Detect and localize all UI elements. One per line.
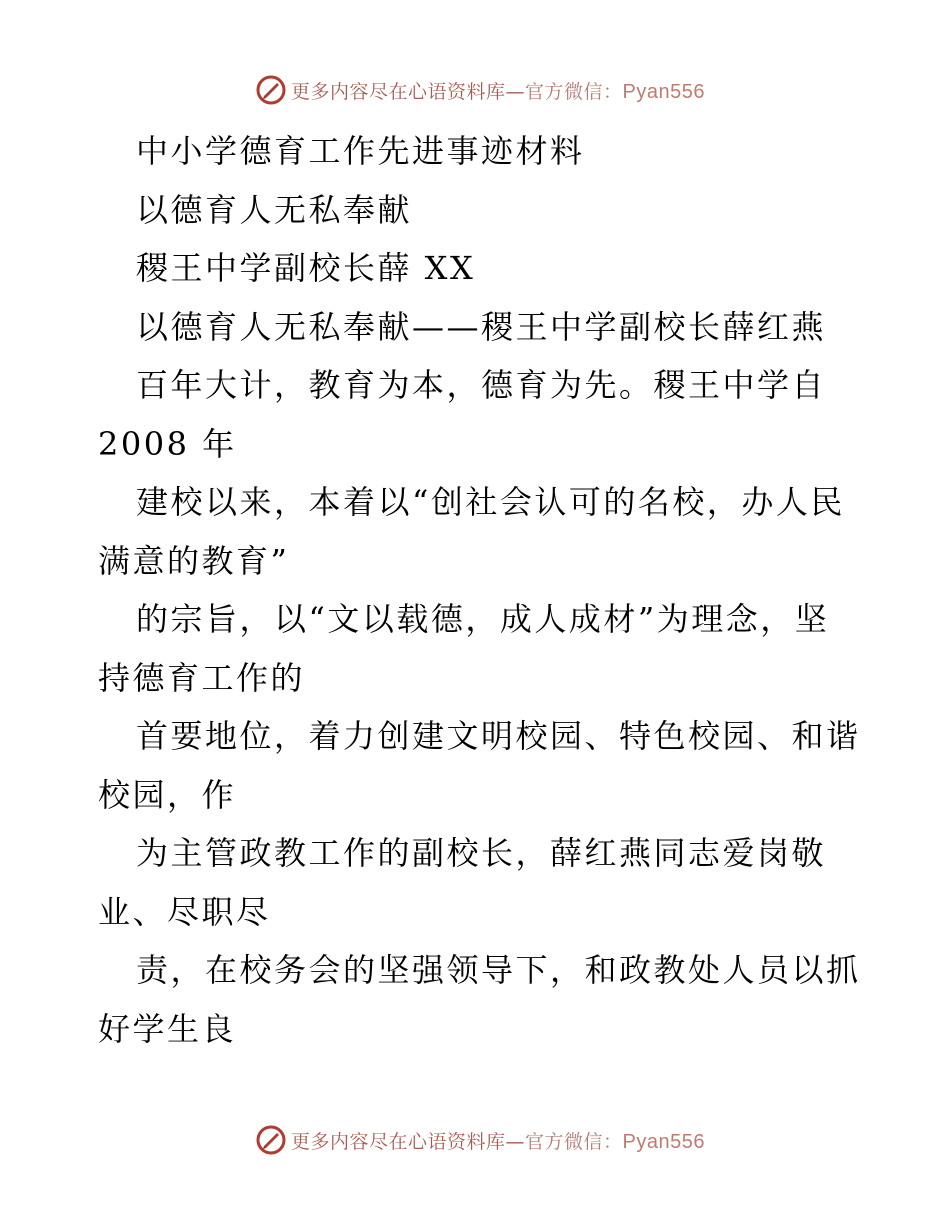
header-banner-main: 更多内容尽在心语资料库 (291, 80, 506, 103)
doc-line: 满意的教育” (98, 541, 290, 580)
footer-banner-wechat-label: 官方微信： (525, 1130, 623, 1153)
footer-banner-text (291, 1127, 705, 1154)
doc-line: 业、尽职尽 (98, 892, 271, 931)
doc-line: 稷王中学副校长薛 XX (136, 249, 476, 287)
header-banner-dash: — (505, 80, 526, 103)
quill-logo-icon (255, 1124, 287, 1156)
header-banner-handle: Pyan556 (622, 80, 705, 103)
doc-line: 校园，作 (98, 775, 237, 814)
doc-line: 为主管政教工作的副校长，薛红燕同志爱岗敬 (136, 834, 827, 872)
doc-line: 中小学德育工作先进事迹材料 (136, 132, 585, 170)
footer-banner-main: 更多内容尽在心语资料库 (291, 1130, 506, 1153)
doc-line: 的宗旨，以“文以载德，成人成材”为理念，坚 (136, 600, 830, 638)
doc-line: 以德育人无私奉献 (136, 190, 413, 229)
doc-line: 首要地位，着力创建文明校园、特色校园、和谐 (136, 717, 861, 755)
header-banner-text (291, 77, 705, 104)
header-banner-wechat-label: 官方微信： (525, 80, 623, 103)
header-banner (0, 70, 950, 110)
doc-line: 百年大计，教育为本，德育为先。稷王中学自 (136, 366, 827, 404)
doc-line: 持德育工作的 (98, 658, 306, 697)
footer-banner (0, 1120, 950, 1160)
document-body (98, 122, 861, 1058)
footer-banner-handle: Pyan556 (622, 1130, 705, 1153)
quill-logo-icon (255, 74, 287, 106)
doc-line: 2008 年 (98, 424, 237, 463)
doc-line: 建校以来，本着以“创社会认可的名校，办人民 (136, 483, 845, 521)
footer-banner-dash: — (505, 1130, 526, 1153)
doc-line: 以德育人无私奉献——稷王中学副校长薛红燕 (136, 307, 827, 346)
doc-line: 责，在校务会的坚强领导下，和政教处人员以抓 (136, 951, 861, 989)
doc-line: 好学生良 (98, 1009, 237, 1048)
